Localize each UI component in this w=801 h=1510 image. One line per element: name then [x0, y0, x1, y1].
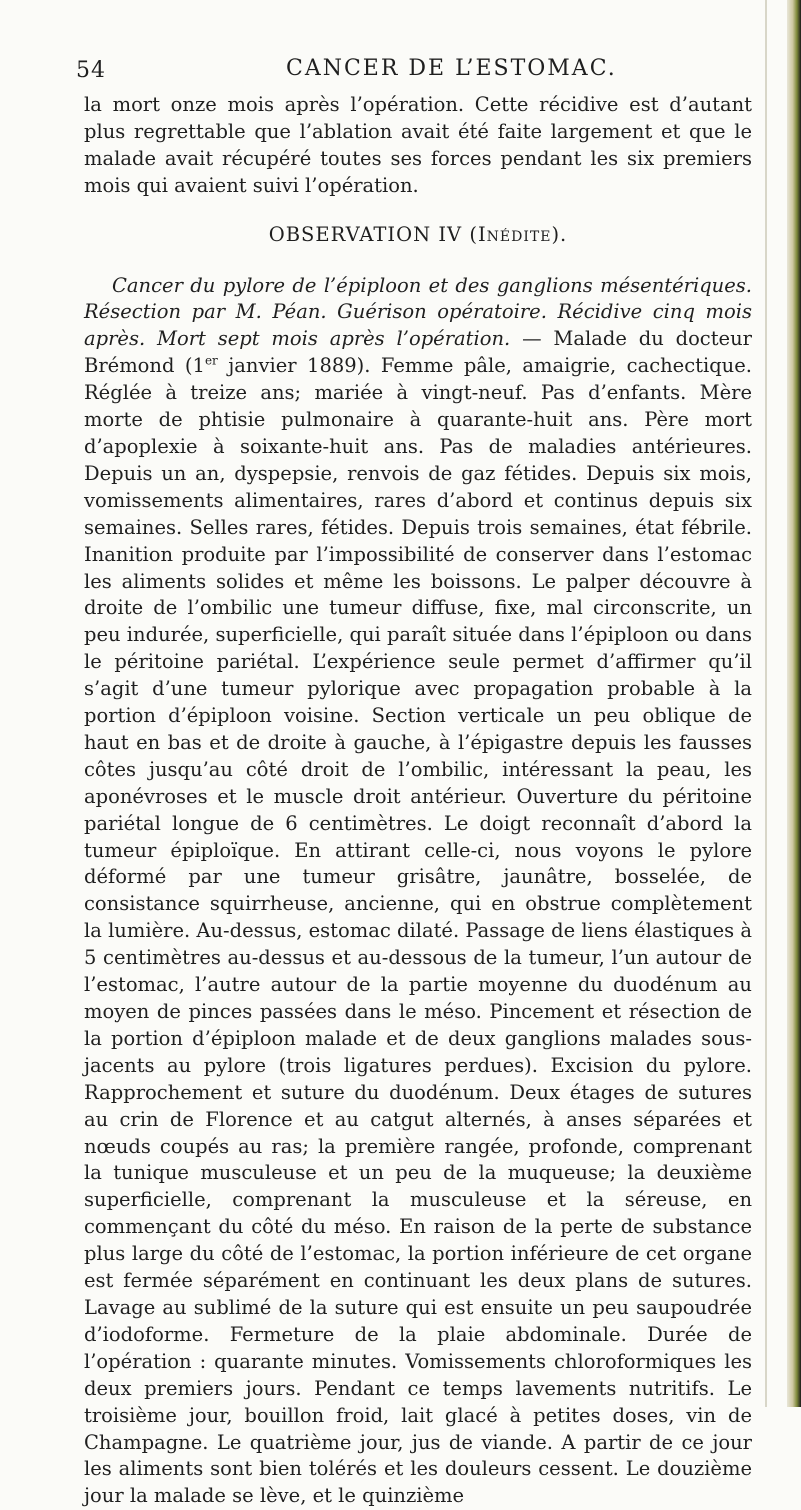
observation-heading-main: OBSERVATION IV (	[268, 222, 478, 246]
observation-heading-end: ).	[551, 222, 568, 246]
observation-heading-smallcaps: Inédite	[477, 222, 552, 246]
page-body	[84, 92, 752, 1510]
page-header	[76, 52, 736, 92]
observation-heading	[84, 222, 752, 249]
ordinal-superscript: er	[204, 353, 218, 368]
observation-text-start: — Malade du docteur Brémond (1	[84, 327, 752, 378]
intro-paragraph: la mort onze mois après l’opération. Cette récidive est d’autant plus regrettable que l’ablation avait été faite largement et que le malade avait récupéré toutes ses forces pendant les six premiers mois qui avaient suivi l’opération.	[84, 93, 752, 197]
book-edge	[787, 0, 801, 1407]
page-fold-line	[765, 0, 767, 1407]
observation-title: Cancer du pylore de l’épiploon et des ganglions mésentériques. Résection par M. Péan. Guérison opératoire. Récidive cinq mois après. Mort sept mois après l’opération.	[84, 273, 752, 351]
page-number: 54	[76, 58, 106, 83]
running-head: CANCER DE L’ESTOMAC.	[286, 56, 617, 81]
observation-text: janvier 1889). Femme pâle, amaigrie, cachectique. Réglée à treize ans; mariée à vingt-neuf. Pas d’enfants. Mère morte de phtisie pulmonaire à quarante-huit ans. Père mort d’apoplexie à soixante-huit ans. Pas de maladies antérieures. Depuis un an, dyspepsie, renvois de gaz fétides. Depuis six mois, vomissements alimentaires, rares d’abord et continus depuis six semaines. Selles rares, fétides. Depuis trois semaines, état fébrile. Inanition produite par l’impossibilité de conserver dans l’estomac les aliments solides et même les boissons. Le palper découvre à droite de l’ombilic une tumeur diffuse, fixe, mal circonscrite, un peu indurée, superficielle, qui paraît située dans l’épiploon ou dans le péritoine pariétal. L’expérience seule permet d’affirmer qu’il s’agit d’une tumeur pylorique avec propagation probable à la portion d’épiploon voisine. Section verticale un peu oblique de haut en bas et de droite à gauche, à l’épigastre depuis les fausses côtes jusqu’au côté droit de l’ombilic, intéressant la peau, les aponévroses et le muscle droit antérieur. Ouverture du péritoine pariétal longue de 6 centimètres. Le doigt reconnaît d’abord la tumeur épiploïque. En attirant celle-ci, nous voyons le pylore déformé par une tumeur grisâtre, jaunâtre, bosselée, de consistance squirrheuse, ancienne, qui en obstrue complètement la lumière. Au-dessus, estomac dilaté. Passage de liens élastiques à 5 centimètres au-dessus et au-dessous de la tumeur, l’un autour de l’estomac, l’autre autour de la partie moyenne du duodénum au moyen de pinces passées dans le méso. Pincement et résection de la portion d’épiploon malade et de deux ganglions malades sous-jacents au pylore (trois ligatures perdues). Excision du pylore. Rapprochement et suture du duodénum. Deux étages de sutures au crin de Florence et au catgut alternés, à anses séparées et nœuds coupés au ras; la première rangée, profonde, comprenant la tunique musculeuse et un peu de la muqueuse; la deuxième superficielle, comprenant la musculeuse et la séreuse, en commençant du côté du méso. En raison de la perte de substance plus large du côté de l’estomac, la portion inférieure de cet organe est fermée séparément en continuant les deux plans de sutures. Lavage au sublimé de la suture qui est ensuite un peu saupoudrée d’iodoforme. Fermeture de la plaie abdominale. Durée de l’opération : quarante minutes. Vomissements chloroformiques les deux premiers jours. Pendant ce temps lavements nutritifs. Le troisième jour, bouillon froid, lait glacé à petites doses, vin de Champagne. Le quatrième jour, jus de viande. A partir de ce jour les aliments sont bien tolérés et les douleurs cessent. Le douzième jour la malade se lève, et le quinzième	[84, 354, 752, 1508]
observation-paragraph	[84, 273, 752, 1510]
